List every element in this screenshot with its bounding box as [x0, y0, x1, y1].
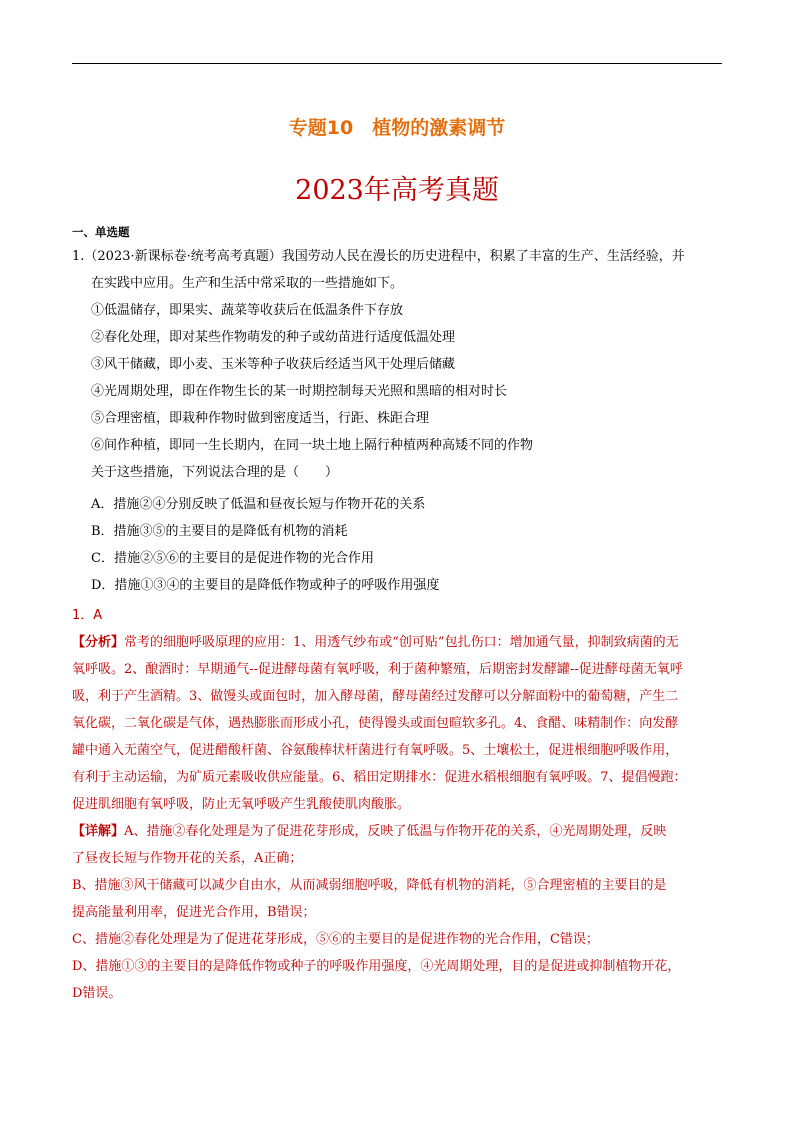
section-heading: 一、单选题: [72, 225, 130, 239]
analysis-line: 有利于主动运输，为矿质元素吸收供应能量。6、稻田定期排水：促进水稻根细胞有氧呼吸。7、提倡慢跑：: [72, 770, 687, 785]
question-stem-line: 在实践中应用。生产和生活中常采取的一些措施如下。: [91, 276, 404, 291]
option-a: A．措施②④分别反映了低温和昼夜长短与作物开花的关系: [91, 497, 426, 512]
measure-item: ④光周期处理，即在作物生长的某一时期控制每天光照和黑暗的相对时长: [91, 384, 508, 399]
analysis-text: 常考的细胞呼吸原理的应用：1、用透气纱布或“创可贴”包扎伤口：增加通气量，抑制致病菌的无: [124, 635, 679, 650]
measure-item: ⑥间作种植，即同一生长期内，在同一块土地上隔行种植两种高矮不同的作物: [91, 438, 534, 453]
detail-line: [72, 823, 666, 841]
question-stem-line: 1.（2023·新课标卷·统考高考真题）我国劳动人民在漫长的历史进程中，积累了丰富的生产、生活经验，并: [72, 249, 685, 264]
detail-line: B、措施③风干储藏可以减少自由水，从而减弱细胞呼吸，降低有机物的消耗，⑤合理密植的主要目的是: [72, 878, 667, 893]
measure-item: ②春化处理，即对某些作物萌发的种子或幼苗进行适度低温处理: [91, 330, 456, 345]
detail-line: D错误。: [72, 986, 122, 1001]
option-d: D．措施①③④的主要目的是降低作物或种子的呼吸作用强度: [91, 578, 440, 593]
page-title: 2023年高考真题: [295, 175, 499, 206]
analysis-line: 促进肌细胞有氧呼吸，防止无氧呼吸产生乳酸使肌肉酸胀。: [72, 797, 411, 812]
detail-tag: 【详解】: [72, 824, 125, 839]
analysis-line: 吸，利于产生酒精。3、做馒头或面包时，加入酵母菌，酵母菌经过发酵可以分解面粉中的葡萄糖，产生二: [72, 689, 679, 704]
analysis-line: 罐中通入无菌空气，促进醋酸杆菌、谷氨酸棒状杆菌进行有氧呼吸。5、土壤松土，促进根细胞呼吸作用，: [72, 743, 679, 758]
option-c: C．措施②⑤⑥的主要目的是促进作物的光合作用: [91, 551, 374, 566]
detail-line: 了昼夜长短与作物开花的关系，A正确；: [72, 851, 303, 866]
answer-key: 1．A: [72, 608, 103, 623]
detail-line: C、措施②春化处理是为了促进花芽形成，⑤⑥的主要目的是促进作物的光合作用，C错误；: [72, 932, 599, 947]
analysis-tag: 【分析】: [72, 635, 125, 650]
question-prompt: 关于这些措施，下列说法合理的是（ ）: [91, 465, 339, 480]
detail-line: D、措施①③的主要目的是降低作物或种子的呼吸作用强度，④光周期处理，目的是促进或抑制植物开花，: [72, 959, 681, 974]
measure-item: ③风干储藏，即小麦、玉米等种子收获后经适当风干处理后储藏: [91, 357, 456, 372]
analysis-line: 氧呼吸。2、酿酒时：早期通气--促进酵母菌有氧呼吸，利于菌种繁殖，后期密封发酵罐--促进酵母菌无氧呼: [72, 662, 683, 677]
measure-item: ⑤合理密植，即栽种作物时做到密度适当，行距、株距合理: [91, 411, 430, 426]
measure-item: ①低温储存，即果实、蔬菜等收获后在低温条件下存放: [91, 303, 404, 318]
header-rule: [72, 63, 722, 64]
detail-line: 提高能量利用率，促进光合作用，B错误；: [72, 905, 316, 920]
option-b: B．措施③⑤的主要目的是降低有机物的消耗: [91, 524, 348, 539]
detail-text: A、措施②春化处理是为了促进花芽形成，反映了低温与作物开花的关系，④光周期处理，反映: [124, 824, 667, 839]
analysis-line: 氧化碳，二氧化碳是气体，遇热膨胀而形成小孔，使得馒头或面包暄软多孔。4、食醋、味精制作：向发酵: [72, 716, 679, 731]
analysis-line: [72, 634, 679, 652]
topic-heading: 专题10 植物的激素调节: [288, 117, 506, 139]
